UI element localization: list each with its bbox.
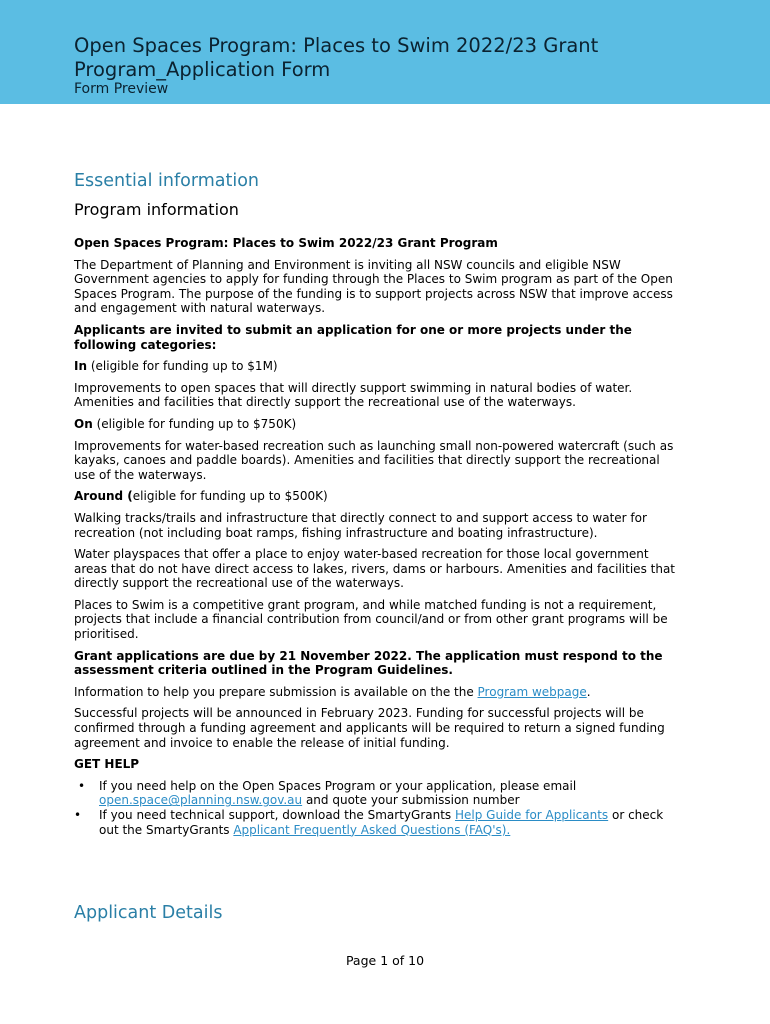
category-in-note: (eligible for funding up to $1M) [87, 359, 278, 374]
help-item-email [74, 779, 680, 808]
program-webpage-link[interactable]: Program webpage [477, 684, 587, 699]
bullet-icon: • [74, 808, 82, 822]
page-number: Page 1 of 10 [345, 953, 425, 968]
subsection-heading: Program information [74, 200, 239, 219]
help2-prefix: If you need technical support, download the SmartyGrants [99, 808, 455, 822]
help-item-technical [74, 808, 680, 837]
form-title: Open Spaces Program: Places to Swim 2022/23 Grant Program_Application Form [74, 34, 599, 81]
help-list [74, 779, 680, 837]
due-date-paragraph: Grant applications are due by 21 November 2022. The application must respond to the assessment criteria outlined in the Program Guidelines. [74, 648, 663, 678]
category-around-description-1: Walking tracks/trails and infrastructure that directly connect to and support access to water for recreation (not including boat ramps, fishing infrastructure and boating infrastructure). [74, 510, 647, 540]
invite-paragraph: Applicants are invited to submit an application for one or more projects under the following categories: [74, 322, 632, 352]
section-heading: Essential information [74, 171, 260, 191]
help-guide-link[interactable]: Help Guide for Applicants [455, 808, 609, 822]
category-in-description: Improvements to open spaces that will directly support swimming in natural bodies of water. Amenities and facilities that directly support the recreational use of the waterways. [74, 380, 633, 410]
info-suffix: . [586, 684, 591, 699]
info-prefix: Information to help you prepare submission is available on the the [74, 684, 478, 699]
category-around [74, 489, 680, 504]
help1-suffix: and quote your submission number [302, 793, 520, 808]
competitive-paragraph: Places to Swim is a competitive grant program, and while matched funding is not a requirement, projects that include a financial contribution from council/and or from other grant programs will be prioritised. [74, 597, 668, 642]
category-around-description-2: Water playspaces that offer a place to enjoy water-based recreation for those local government areas that do not have direct access to lakes, rivers, dams or harbours. Amenities and facilities that directly support the recreational use of the waterways. [74, 547, 676, 591]
category-on-note: (eligible for funding up to $750K) [92, 416, 297, 431]
category-on-label: On [74, 416, 93, 431]
category-in-label: In [74, 359, 88, 374]
intro-paragraph: The Department of Planning and Environment is inviting all NSW councils and eligible NSW Government agencies to apply for funding through the Places to Swim program as part of the Open Spaces Program. The purpose of the funding is to support projects across NSW that improve access and engagement with natural waterways. [74, 257, 673, 316]
category-on [74, 417, 680, 432]
category-on-description: Improvements for water-based recreation such as launching small non-powered watercraft (such as kayaks, canoes and paddle boards). Amenities and facilities that directly support the recreational use of the waterways. [74, 438, 674, 482]
info-paragraph [74, 685, 680, 700]
program-title: Open Spaces Program: Places to Swim 2022/23 Grant Program [74, 236, 498, 250]
help2-mid: or check out the SmartyGrants [99, 808, 664, 837]
faq-link[interactable]: Applicant Frequently Asked Questions (FAQ's). [233, 822, 511, 837]
get-help-heading: GET HELP [74, 757, 140, 772]
category-around-note: eligible for funding up to $500K) [132, 489, 328, 504]
bullet-icon: • [78, 778, 86, 793]
category-in [74, 359, 680, 374]
announce-paragraph: Successful projects will be announced in February 2023. Funding for successful projects will be confirmed through a funding agreement and applicants will be required to return a signed funding agreement and invoice to enable the release of initial funding. [74, 706, 665, 750]
page-header [0, 0, 770, 104]
essential-information-section [74, 170, 680, 837]
applicant-details-heading: Applicant Details [74, 903, 223, 923]
category-around-label: Around ( [74, 489, 133, 504]
form-subtitle: Form Preview [74, 81, 169, 97]
email-link[interactable]: open.space@planning.nsw.gov.au [99, 793, 303, 808]
help1-prefix: If you need help on the Open Spaces Program or your application, please email [99, 778, 577, 793]
